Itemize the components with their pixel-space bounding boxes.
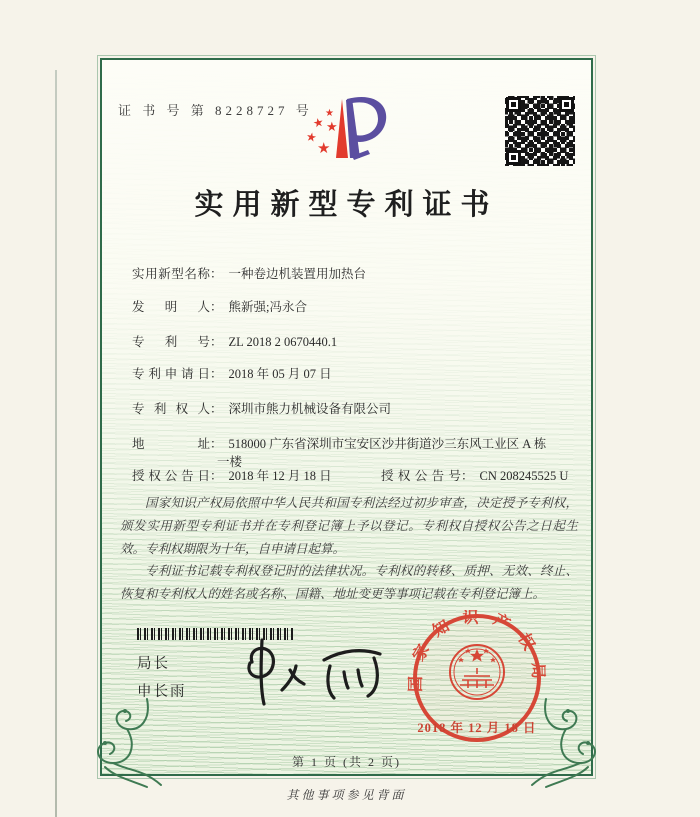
seal-agency-text: 国家知识产权局 <box>407 610 547 693</box>
field-label: 专利权人 <box>132 402 210 416</box>
field-label: 发明人 <box>132 300 210 314</box>
qr-finder-pattern <box>506 150 521 165</box>
corner-flourish-icon <box>85 697 167 793</box>
colon: ： <box>210 267 223 281</box>
director-signature-icon <box>224 632 399 712</box>
field-value: 518000 广东省深圳市宝安区沙井街道沙三东风工业区 A 栋 <box>228 437 547 451</box>
colon: ： <box>210 367 223 381</box>
field-value: 2018 年 05 月 07 日 <box>228 367 332 381</box>
colon: ： <box>461 469 474 483</box>
field-row-utility-model-name <box>132 264 366 282</box>
field-row-address <box>132 434 546 452</box>
logo-red-wedge <box>336 99 348 158</box>
colon: ： <box>210 437 223 451</box>
colon: ： <box>210 469 223 483</box>
field-value: 熊新强;冯永合 <box>228 300 307 314</box>
back-side-note: 其他事项参见背面 <box>286 788 407 802</box>
field-label: 专利申请日 <box>132 367 210 381</box>
colon: ： <box>210 335 223 349</box>
field-value: ZL 2018 2 0670440.1 <box>228 335 338 349</box>
field-value: 2018 年 12 月 18 日 <box>228 469 332 483</box>
field-label: 地址 <box>132 437 210 451</box>
field-row-inventor <box>132 297 307 315</box>
star-icon: ★ <box>304 129 318 145</box>
field-label: 实用新型名称 <box>132 267 210 281</box>
seal-date: 2018 年 12 月 18 日 <box>417 721 537 735</box>
scanned-page-edge <box>55 70 57 817</box>
certificate-border-frame <box>100 58 593 776</box>
logo-purple-stem <box>346 98 360 158</box>
star-icon: ★ <box>326 119 338 134</box>
cnipa-patent-p-logo-icon <box>295 90 430 170</box>
field-value: CN 208245525 U <box>479 469 569 483</box>
corner-flourish-icon <box>526 697 608 793</box>
qr-code <box>505 96 575 166</box>
qr-finder-pattern <box>506 97 521 112</box>
field-value: 深圳市熊力机械设备有限公司 <box>228 402 392 416</box>
address-line-2: 一楼 <box>217 455 243 469</box>
star-icon: ★ <box>325 108 334 119</box>
page-number: 第 1 页 (共 2 页) <box>292 755 401 769</box>
field-row-patent-number <box>132 332 337 350</box>
legal-text <box>120 492 578 606</box>
colon: ： <box>210 300 223 314</box>
field-label: 授权公告日 <box>132 469 210 483</box>
director-title: 局长 <box>137 656 170 672</box>
field-label: 授权公告号 <box>381 469 461 483</box>
director-name: 申长雨 <box>137 684 187 700</box>
field-label: 专利号 <box>132 335 210 349</box>
field-row-patentee <box>132 399 391 417</box>
legal-paragraph-1: 国家知识产权局依照中华人民共和国专利法经过初步审查，决定授予专利权，颁发实用新型专利证书并在专利登记簿上予以登记。专利权自授权公告之日起生效。专利权期限为十年，自申请日起算。 <box>120 496 578 556</box>
certificate-title: 实用新型专利证书 <box>194 189 499 221</box>
field-grant-number <box>381 466 568 484</box>
colon: ： <box>210 402 223 416</box>
field-row-filing-date <box>132 364 332 382</box>
star-icon: ★ <box>311 114 326 131</box>
star-icon: ★ <box>317 141 331 157</box>
field-value: 一种卷边机装置用加热台 <box>228 267 367 281</box>
field-row-grant <box>132 466 569 484</box>
certificate-number: 证 书 号 第 8228727 号 <box>118 103 313 118</box>
qr-finder-pattern <box>559 97 574 112</box>
legal-paragraph-2: 专利证书记载专利权登记时的法律状况。专利权的转移、质押、无效、终止、恢复和专利权人的姓名或名称、国籍、地址变更等事项记载在专利登记簿上。 <box>120 564 578 601</box>
